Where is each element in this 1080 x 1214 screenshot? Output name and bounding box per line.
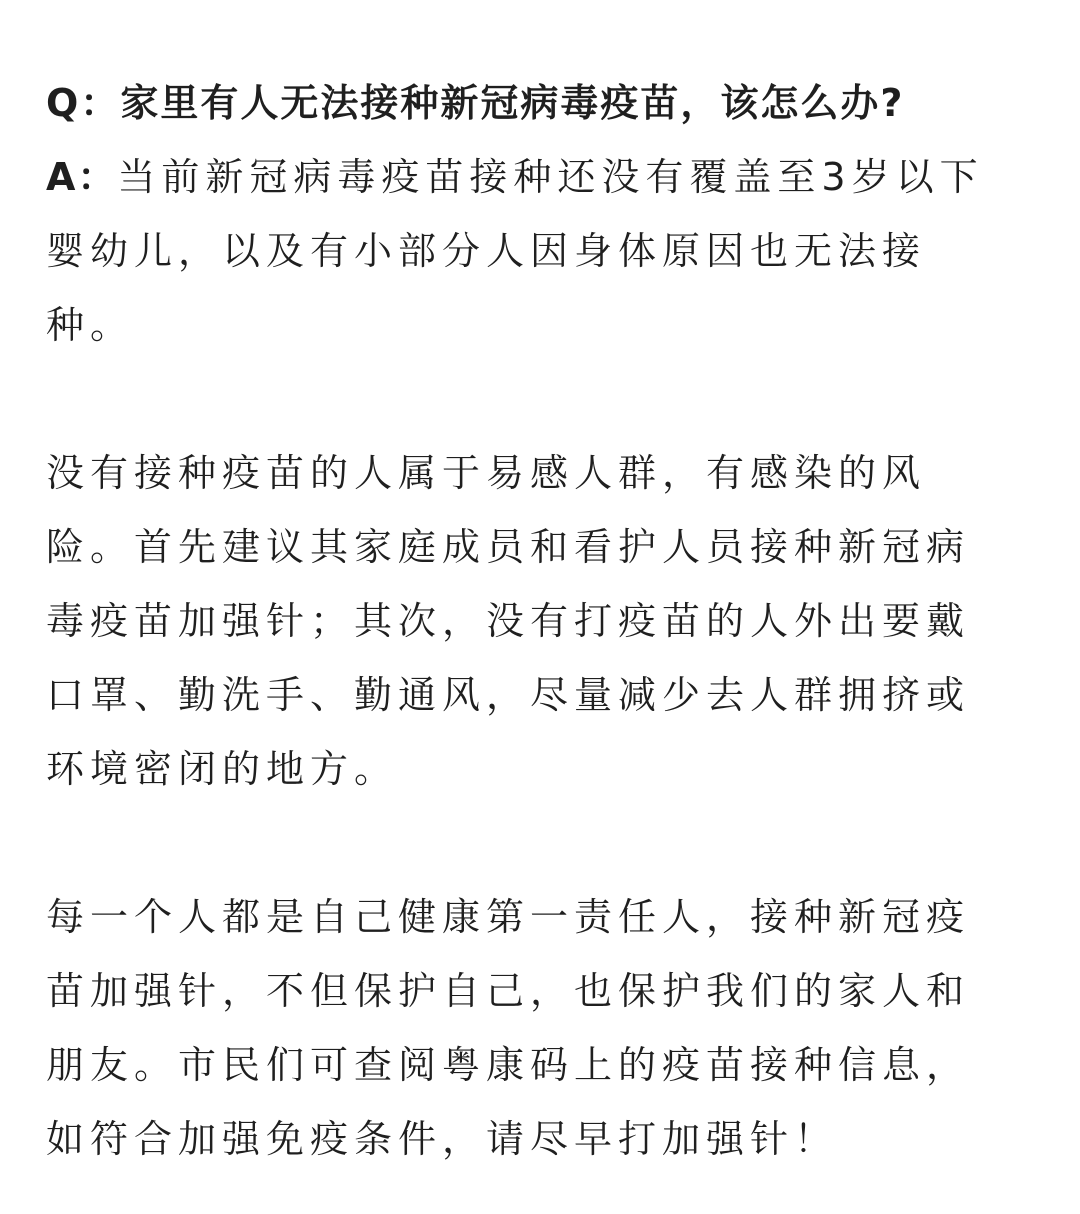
paragraph-spacer — [46, 806, 1036, 880]
paragraph2-line-2: 险。首先建议其家庭成员和看护人员接种新冠病 — [46, 525, 971, 569]
paragraph2-line-4: 口罩、勤洗手、勤通风，尽量减少去人群拥挤或 — [46, 673, 971, 717]
paragraph2-line-3: 毒疫苗加强针；其次，没有打疫苗的人外出要戴 — [46, 599, 971, 643]
paragraph2-line-1: 没有接种疫苗的人属于易感人群，有感染的风 — [46, 451, 927, 495]
article-body — [46, 66, 1036, 1176]
question-text: 家里有人无法接种新冠病毒疫苗，该怎么办? — [120, 81, 905, 125]
paragraph-spacer — [46, 362, 1036, 436]
paragraph3-line-2: 苗加强针，不但保护自己，也保护我们的家人和 — [46, 969, 971, 1013]
answer-prefix: A： — [46, 155, 118, 199]
paragraph3-line-1: 每一个人都是自己健康第一责任人，接种新冠疫 — [46, 895, 971, 939]
answer-text-1: 当前新冠病毒疫苗接种还没有覆盖至3岁以下 — [117, 155, 984, 199]
question-line — [46, 66, 1036, 140]
answer-line-1 — [46, 140, 1036, 214]
paragraph2-line-5: 环境密闭的地方。 — [46, 747, 399, 791]
answer-line-3: 种。 — [46, 303, 135, 347]
paragraph3-line-3: 朋友。市民们可查阅粤康码上的疫苗接种信息， — [46, 1043, 971, 1087]
question-prefix: Q： — [46, 81, 121, 125]
answer-line-2: 婴幼儿，以及有小部分人因身体原因也无法接 — [46, 229, 927, 273]
paragraph3-line-4: 如符合加强免疫条件，请尽早打加强针！ — [46, 1117, 839, 1161]
